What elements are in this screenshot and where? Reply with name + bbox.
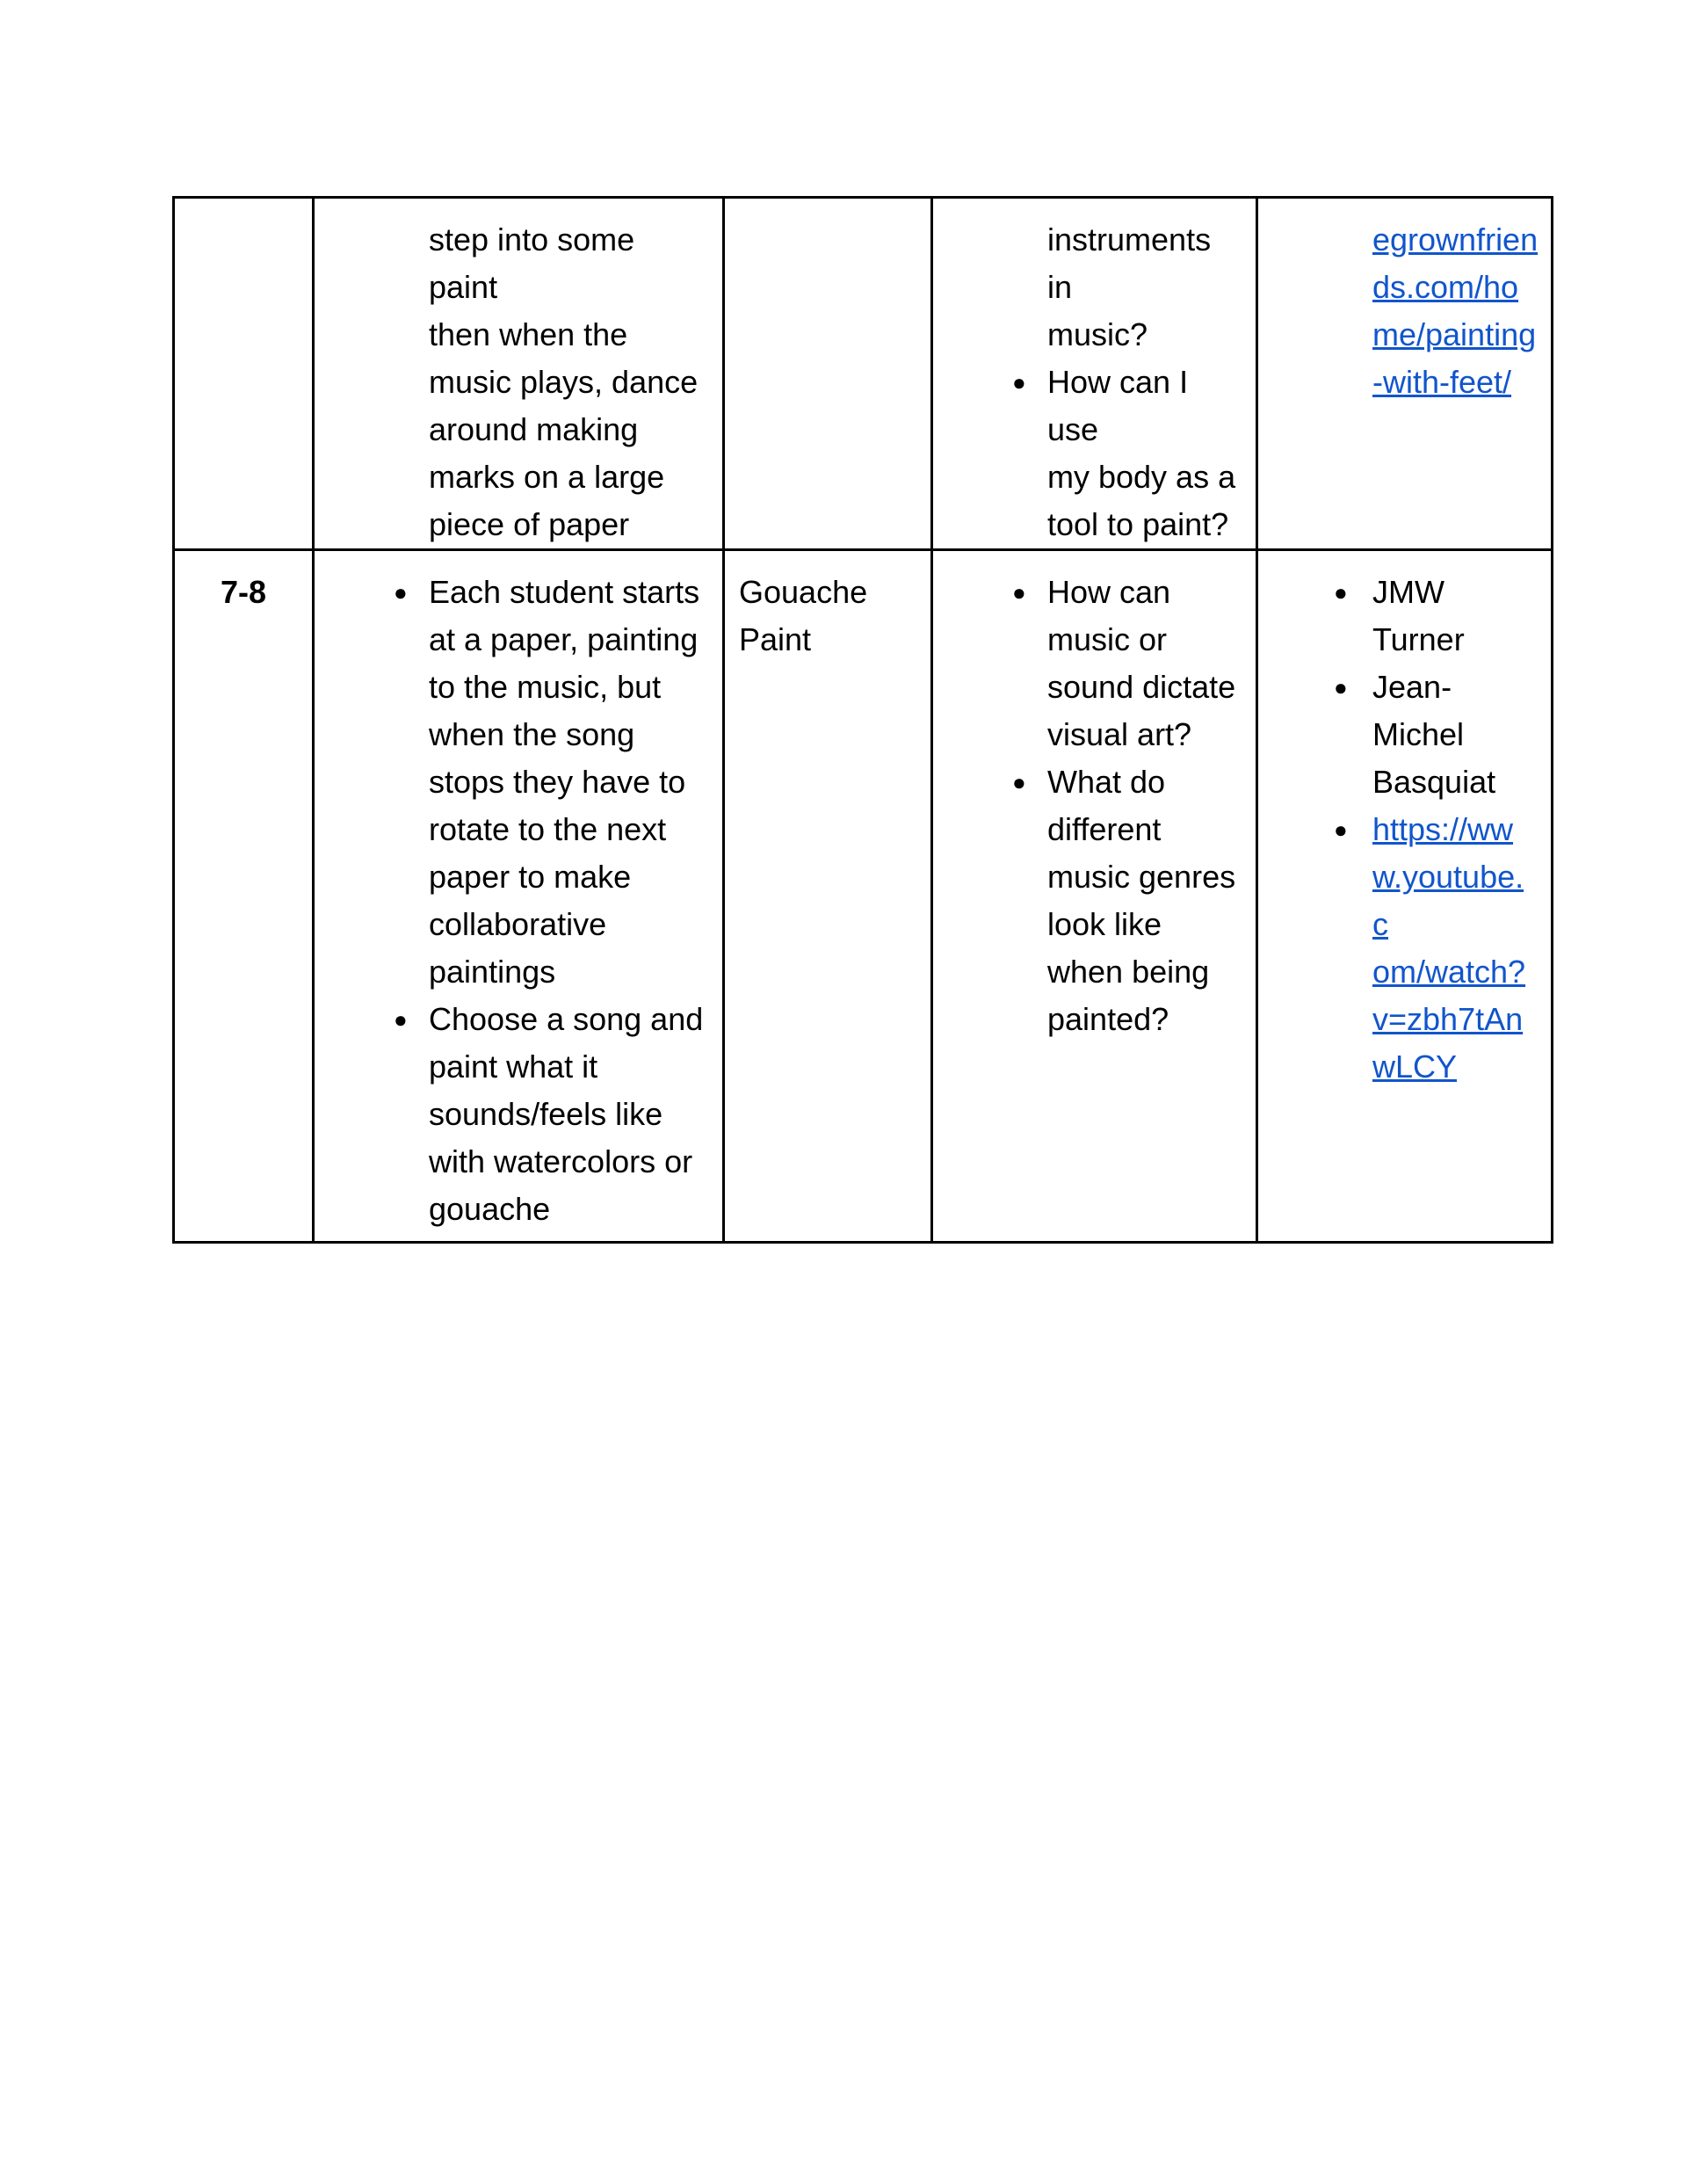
activities-list [329, 216, 710, 548]
grade-label [175, 199, 312, 216]
grade-cell [174, 550, 314, 1243]
link-line: om/watch? [1372, 954, 1526, 990]
table-row [174, 198, 1553, 550]
questions-list [947, 569, 1243, 1043]
question-line: What do [1047, 764, 1166, 800]
grade-cell [174, 198, 314, 550]
question-line: my body as a [1047, 459, 1236, 495]
activity-line: stops they have to [429, 764, 686, 800]
question-line: music genres [1047, 859, 1236, 895]
question-line: look like [1047, 906, 1162, 942]
question-line: when being [1047, 954, 1210, 990]
list-item [329, 216, 710, 548]
activity-line: Each student starts [429, 574, 700, 610]
references-list [1272, 216, 1539, 406]
activity-line: around making [429, 411, 639, 447]
activity-line: piece of paper [429, 506, 630, 542]
table-row [174, 550, 1553, 1243]
question-line: different [1047, 811, 1162, 847]
materials-cell [724, 198, 932, 550]
list-item [947, 216, 1243, 359]
link-line: egrownfrien [1372, 221, 1539, 258]
activity-line: sounds/feels like [429, 1096, 663, 1132]
list-item [1272, 216, 1539, 406]
bullet-icon: ● [1012, 769, 1026, 795]
bullet-icon: ● [1334, 579, 1348, 606]
link-line: v=zbh7tAn [1372, 1001, 1524, 1037]
bullet-icon: ● [1012, 579, 1026, 606]
references-list [1272, 569, 1539, 1091]
link-line: https://ww [1372, 811, 1514, 847]
materials-cell [724, 550, 932, 1243]
activity-line: then when the [429, 316, 628, 352]
reference-line: Jean-Michel [1372, 669, 1465, 752]
link-line: wLCY [1372, 1048, 1458, 1085]
list-item [329, 996, 710, 1233]
material-line: Paint [739, 621, 812, 657]
activity-line: paper to make [429, 859, 632, 895]
question-line: visual art? [1047, 716, 1192, 752]
bullet-icon: ● [1334, 674, 1348, 700]
list-item [329, 569, 710, 996]
list-item [947, 758, 1243, 1043]
bullet-icon: ● [394, 1006, 408, 1033]
list-item [947, 569, 1243, 758]
questions-cell [932, 198, 1257, 550]
grade-label: 7-8 [220, 574, 267, 610]
activity-line: at a paper, painting [429, 621, 699, 657]
activity-line: to the music, but [429, 669, 662, 705]
lesson-plan-table [172, 196, 1553, 1244]
activity-line: when the song [429, 716, 635, 752]
bullet-icon: ● [1334, 816, 1348, 843]
link-line: w.youtube.c [1372, 859, 1524, 942]
activity-line: gouache [429, 1191, 551, 1227]
activity-line: collaborative [429, 906, 607, 942]
bullet-icon: ● [1012, 369, 1026, 395]
reference-line: JMW Turner [1372, 574, 1465, 657]
activity-line: rotate to the next [429, 811, 667, 847]
reference-link-painting-with-feet[interactable] [1372, 216, 1539, 406]
activities-cell [314, 550, 724, 1243]
references-cell [1257, 198, 1553, 550]
activities-cell [314, 198, 724, 550]
activity-line: music plays, dance [429, 364, 699, 400]
question-line: How can [1047, 574, 1171, 610]
link-line: me/painting [1372, 316, 1537, 352]
question-line: music? [1047, 316, 1148, 352]
list-item [1272, 664, 1539, 806]
link-line: -with-feet/ [1372, 364, 1512, 400]
question-line: sound dictate [1047, 669, 1236, 705]
list-item [1272, 569, 1539, 664]
question-line: painted? [1047, 1001, 1169, 1037]
activity-line: paintings [429, 954, 556, 990]
material-line: Gouache [739, 574, 868, 610]
activity-line: step into some paint [429, 221, 635, 305]
activity-line: with watercolors or [429, 1143, 693, 1179]
reference-link-youtube[interactable] [1372, 806, 1539, 1091]
question-line: instruments in [1047, 221, 1212, 305]
link-line: ds.com/ho [1372, 269, 1519, 305]
activity-line: paint what it [429, 1048, 598, 1085]
question-line: music or [1047, 621, 1168, 657]
list-item [1272, 806, 1539, 1091]
questions-list [947, 216, 1243, 548]
list-item [947, 359, 1243, 548]
activity-line: Choose a song and [429, 1001, 704, 1037]
activity-line: marks on a large [429, 459, 665, 495]
activities-list [329, 569, 710, 1233]
question-line: tool to paint? [1047, 506, 1229, 542]
bullet-icon: ● [394, 579, 408, 606]
references-cell [1257, 550, 1553, 1243]
reference-line: Basquiat [1372, 764, 1496, 800]
questions-cell [932, 550, 1257, 1243]
question-line: How can I use [1047, 364, 1189, 447]
